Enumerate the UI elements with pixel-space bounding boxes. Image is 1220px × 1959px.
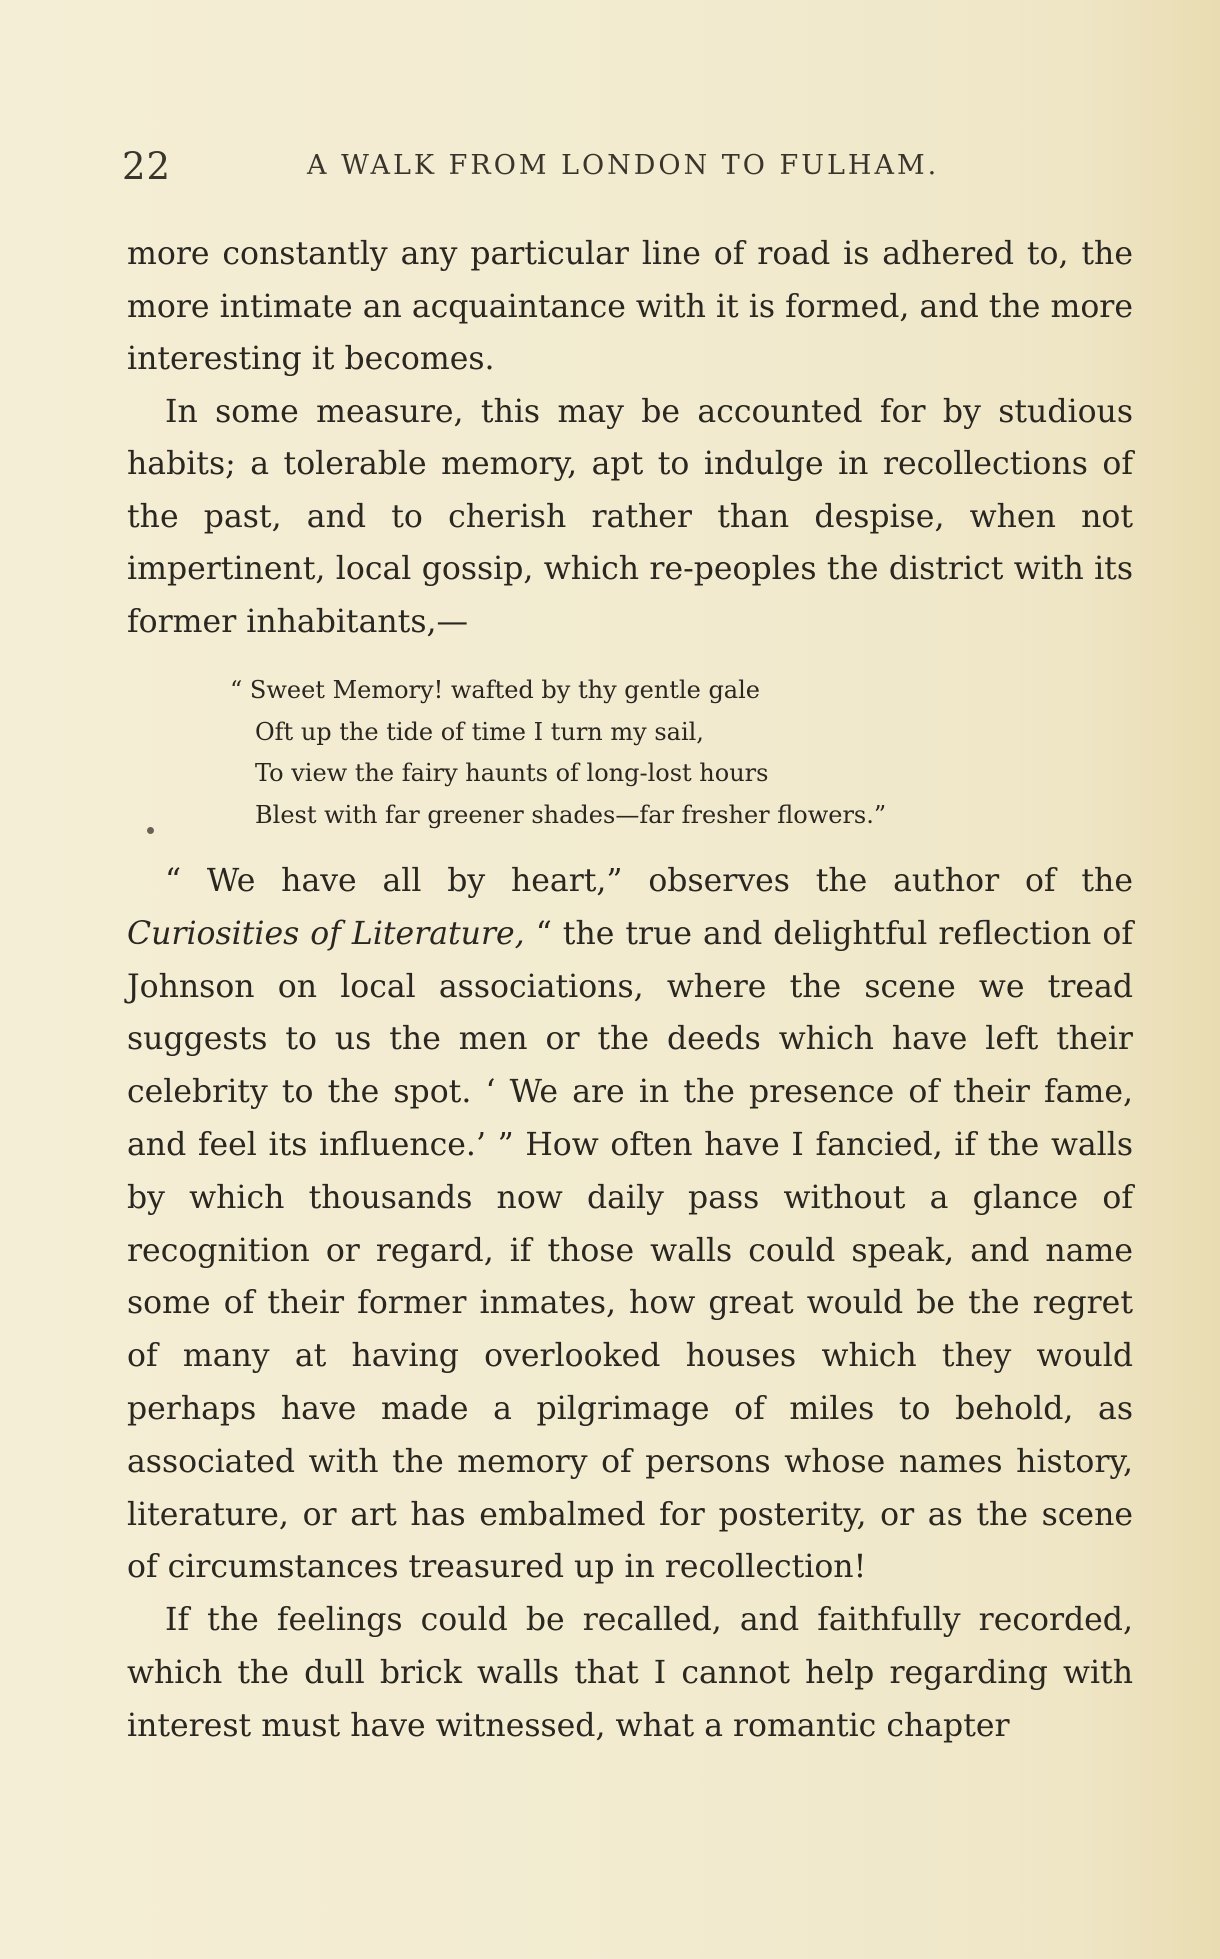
paragraph-3-rest: “ the true and delightful reflection of Johnson on local associations, where the scene we tread suggests to us the men or the deeds which have left their celebrity to the spot. ‘ We are in the presence of their fame, and feel its influence.’ ” How often have I fancied, if the walls by which thousands now daily pass without a glance of recognition or regard, if those walls could speak, and name some of their former inmates, how great would be the regret of many at having overlooked houses which they would perhaps have made a pilgrimage of miles to behold, as associated with the memory of persons whose names history, literature, or art has embalmed for posterity, or as the scene of circumstances treasured up in recollection! [127,915,1133,1586]
paragraph-3 [127,855,1133,1594]
paragraph-1: more constantly any particular line of road is adhered to, the more intimate an acquaintance with it is formed, and the more interesting it becomes. [127,236,1133,377]
paragraph-4: If the feelings could be recalled, and faithfully recorded, which the dull brick walls that I cannot help regarding with interest must have witnessed, what a romantic chapter [127,1602,1133,1744]
ink-speck [147,827,154,834]
running-title: A WALK FROM LONDON TO FULHAM. [307,150,940,181]
body-text-top [127,228,1133,648]
body-text-bottom [127,855,1133,1753]
paragraph-2: In some measure, this may be accounted for by studious habits; a tolerable memory, apt to indulge in recollections of the past, and to cherish rather than despise, when not impertinent, local gossip, which re-peoples the district with its former inhabitants,— [127,393,1133,640]
verse-line-1: “ Sweet Memory! wafted by thy gentle gale [230,676,760,704]
verse-line-3: To view the fairy haunts of long-lost hours [255,759,769,788]
page-header [122,145,1122,191]
verse-quotation [230,670,886,837]
page-number: 22 [122,145,172,188]
verse-line-2: Oft up the tide of time I turn my sail, [255,717,704,746]
paragraph-3-start: “ We have all by heart,” observes the author of the [165,863,1133,899]
book-title: Curiosities of Literature, [127,915,525,952]
verse-line-4: Blest with far greener shades—far fresher flowers.” [255,801,887,830]
